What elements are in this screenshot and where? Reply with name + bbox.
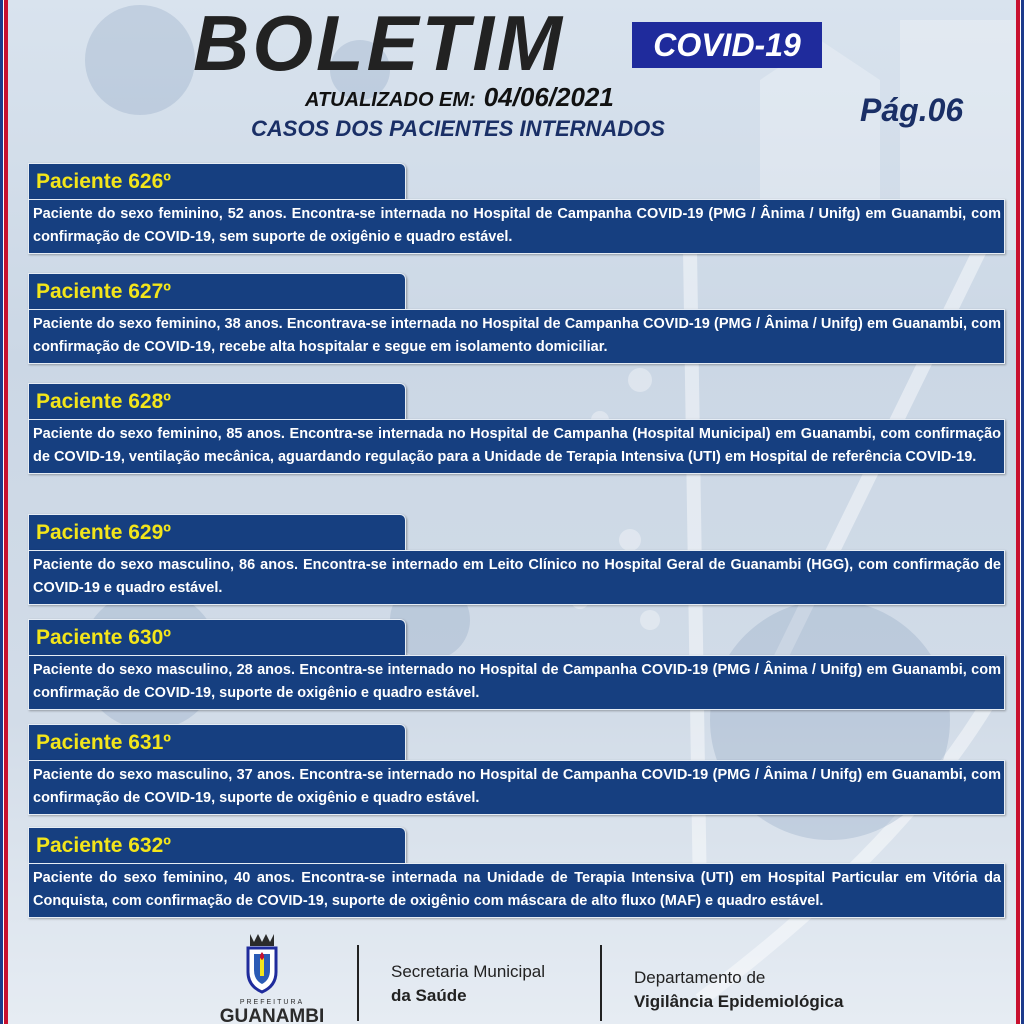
secretaria-line2: da Saúde xyxy=(391,986,467,1005)
patient-card xyxy=(28,514,1005,605)
left-flag-border xyxy=(0,0,8,1024)
patient-card xyxy=(28,724,1005,815)
patient-text: Paciente do sexo masculino, 28 anos. Encontra-se internado no Hospital de Campanha COVID-19 (PMG / Ânima / Unifg) em Guanambi, com confirmação de COVID-19, suporte de oxigênio e quadro estável. xyxy=(28,655,1005,710)
patient-card xyxy=(28,383,1005,474)
patient-text: Paciente do sexo feminino, 40 anos. Encontra-se internada na Unidade de Terapia Intensiva (UTI) em Hospital Particular em Vitória da Conquista, com confirmação de COVID-19, suporte de oxigênio com máscara de alto fluxo (MAF) e quadro estável. xyxy=(28,863,1005,918)
footer-divider xyxy=(357,945,359,1021)
footer xyxy=(0,930,1024,1024)
footer-departamento xyxy=(634,966,843,1014)
secretaria-line1: Secretaria Municipal xyxy=(391,962,546,981)
logo-name-text: GUANAMBI xyxy=(219,1006,325,1024)
logo-top-text: PREFEITURA xyxy=(239,999,305,1006)
patient-card xyxy=(28,619,1005,710)
city-crest-icon xyxy=(212,930,332,1024)
patient-card xyxy=(28,163,1005,254)
page-title: BOLETIM xyxy=(193,0,565,87)
updated-line xyxy=(305,82,614,113)
patient-card xyxy=(28,273,1005,364)
patient-text: Paciente do sexo masculino, 37 anos. Encontra-se internado no Hospital de Campanha COVID-19 (PMG / Ânima / Unifg) em Guanambi, com confirmação de COVID-19, suporte de oxigênio e quadro estável. xyxy=(28,760,1005,815)
departamento-line1: Departamento de xyxy=(634,968,766,987)
page-subtitle: CASOS DOS PACIENTES INTERNADOS xyxy=(251,116,665,141)
patient-title: Paciente 628º xyxy=(28,383,406,419)
patient-title: Paciente 630º xyxy=(28,619,406,655)
updated-label: ATUALIZADO EM: xyxy=(305,89,476,111)
patient-title: Paciente 631º xyxy=(28,724,406,760)
patient-text: Paciente do sexo feminino, 85 anos. Encontra-se internada no Hospital de Campanha (Hospital Municipal) em Guanambi, com confirmação de COVID-19, ventilação mecânica, aguardando regulação para a Unidade de Terapia Intensiva (UTI) em Hospital de referência COVID-19. xyxy=(28,419,1005,474)
patient-title: Paciente 629º xyxy=(28,514,406,550)
right-flag-border xyxy=(1016,0,1024,1024)
updated-date: 04/06/2021 xyxy=(483,82,614,112)
patient-text: Paciente do sexo feminino, 52 anos. Encontra-se internada no Hospital de Campanha COVID-19 (PMG / Ânima / Unifg) em Guanambi, com confirmação de COVID-19, sem suporte de oxigênio e quadro estável. xyxy=(28,199,1005,254)
footer-secretaria xyxy=(391,960,545,1008)
patient-card xyxy=(28,827,1005,918)
page-number: Pág.06 xyxy=(860,92,964,128)
patient-title: Paciente 626º xyxy=(28,163,406,199)
patient-text: Paciente do sexo masculino, 86 anos. Encontra-se internado em Leito Clínico no Hospital Geral de Guanambi (HGG), com confirmação de COVID-19 e quadro estável. xyxy=(28,550,1005,605)
footer-divider xyxy=(600,945,602,1021)
patient-title: Paciente 632º xyxy=(28,827,406,863)
covid-badge: COVID-19 xyxy=(632,22,822,68)
patient-text: Paciente do sexo feminino, 38 anos. Encontrava-se internada no Hospital de Campanha COVID-19 (PMG / Ânima / Unifg) em Guanambi, com confirmação de COVID-19, recebe alta hospitalar e segue em isolamento domiciliar. xyxy=(28,309,1005,364)
patient-title: Paciente 627º xyxy=(28,273,406,309)
city-logo xyxy=(212,930,332,1024)
departamento-line2: Vigilância Epidemiológica xyxy=(634,992,844,1011)
